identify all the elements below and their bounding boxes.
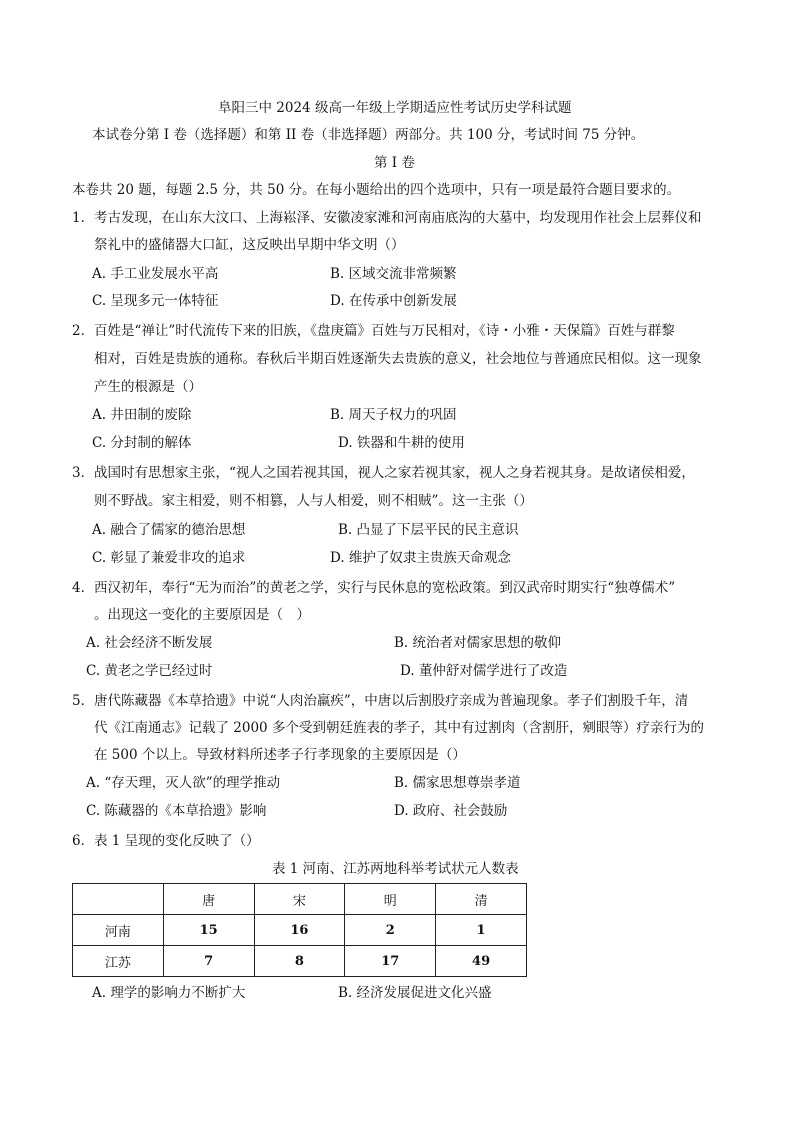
table-cell: 49	[436, 946, 527, 977]
table-cell: 7	[163, 946, 254, 977]
table-cell: 2	[345, 915, 436, 946]
question-text-line: 。出现这一变化的主要原因是（ ）	[94, 607, 310, 623]
option-b[interactable]: B. 儒家思想尊崇孝道	[394, 775, 521, 791]
section-title: 第 I 卷	[374, 155, 415, 171]
option-b[interactable]: B. 凸显了下层平民的民主意识	[338, 522, 519, 538]
question-text-line: 表 1 呈现的变化反映了（）	[94, 833, 260, 849]
table-cell: 河南	[73, 915, 164, 946]
question-text-line: 祭礼中的盛储器大口缸，这反映出早期中华文明（）	[94, 237, 405, 253]
option-c[interactable]: C. 分封制的解体	[92, 435, 192, 451]
option-a[interactable]: A. 手工业发展水平高	[92, 266, 219, 282]
option-a[interactable]: A. 融合了儒家的德治思想	[92, 522, 246, 538]
option-d[interactable]: D. 董仲舒对儒学进行了改造	[400, 663, 568, 679]
question-number: 3．	[72, 465, 95, 481]
question-number: 4．	[72, 580, 95, 596]
option-c[interactable]: C. 陈藏器的《本草拾遗》影响	[86, 803, 267, 819]
option-b[interactable]: B. 周天子权力的巩固	[330, 407, 457, 423]
question-text-line: 战国时有思想家主张，“视人之国若视其国，视人之家若视其家，视人之身若视其身。是故诸侯相爱，	[94, 465, 695, 481]
table-header-cell: 清	[436, 884, 527, 915]
option-c[interactable]: C. 呈现多元一体特征	[92, 293, 219, 309]
data-table	[72, 883, 527, 977]
question-text-line: 考古发现，在山东大汶口、上海崧泽、安徽凌家滩和河南庙底沟的大墓中，均发现用作社会上层葬仪和	[94, 210, 702, 226]
question-text-line: 相对，百姓是贵族的通称。春秋后半期百姓逐渐失去贵族的意义，社会地位与普通庶民相似。这一现象	[94, 351, 702, 367]
table-header-cell	[73, 884, 164, 915]
option-b[interactable]: B. 经济发展促进文化兴盛	[338, 985, 492, 1001]
table-caption: 表 1 河南、江苏两地科举考试状元人数表	[272, 861, 519, 877]
table-header-cell: 唐	[163, 884, 254, 915]
option-b[interactable]: B. 统治者对儒家思想的敬仰	[394, 635, 562, 651]
table-cell: 1	[436, 915, 527, 946]
option-a[interactable]: A. 井田制的废除	[92, 407, 192, 423]
option-a[interactable]: A. 理学的影响力不断扩大	[92, 985, 246, 1001]
section-instructions: 本卷共 20 题，每题 2.5 分，共 50 分。在每小题给出的四个选项中，只有一项是最符合题目要求的。	[72, 182, 681, 198]
table-cell: 17	[345, 946, 436, 977]
option-d[interactable]: D. 在传承中创新发展	[330, 293, 457, 309]
option-b[interactable]: B. 区域交流非常频繁	[330, 266, 457, 282]
exam-intro: 本试卷分第 I 卷（选择题）和第 II 卷（非选择题）两部分。共 100 分，考试时间 75 分钟。	[92, 127, 645, 143]
table-cell: 8	[254, 946, 345, 977]
question-text-line: 唐代陈藏器《本草拾遗》中说“人肉治羸疾”，中唐以后割股疗亲成为普遍现象。孝子们割股千年，清	[94, 693, 689, 709]
option-d[interactable]: D. 政府、社会鼓励	[394, 803, 508, 819]
table-cell: 江苏	[73, 946, 164, 977]
option-d[interactable]: D. 维护了奴隶主贵族天命观念	[330, 550, 511, 566]
question-text-line: 在 500 个以上。导致材料所述孝子行孝现象的主要原因是（）	[94, 747, 466, 763]
option-c[interactable]: C. 彰显了兼爱非攻的追求	[92, 550, 246, 566]
option-a[interactable]: A. “存天理，灭人欲”的理学推动	[86, 775, 281, 791]
option-a[interactable]: A. 社会经济不断发展	[86, 635, 213, 651]
table-row	[73, 946, 527, 977]
question-number: 2．	[72, 323, 95, 339]
table-row	[73, 915, 527, 946]
question-number: 5．	[72, 693, 95, 709]
table-cell: 16	[254, 915, 345, 946]
table-header-cell: 宋	[254, 884, 345, 915]
exam-title: 阜阳三中 2024 级高一年级上学期适应性考试历史学科试题	[218, 100, 572, 116]
question-text-line: 则不野战。家主相爱，则不相篡，人与人相爱，则不相贼”。这一主张（）	[94, 493, 533, 509]
question-text-line: 百姓是“禅让”时代流传下来的旧族，《盘庚篇》百姓与万民相对，《诗・小雅・天保篇》百姓与群黎	[94, 323, 675, 339]
option-c[interactable]: C. 黄老之学已经过时	[86, 663, 213, 679]
question-text-line: 代《江南通志》记载了 2000 多个受到朝廷旌表的孝子，其中有过割肉（含割肝，剜眼等）疗亲行为的	[94, 720, 704, 736]
question-number: 1．	[72, 210, 95, 226]
table-header-cell: 明	[345, 884, 436, 915]
table-header-row	[73, 884, 527, 915]
question-number: 6．	[72, 833, 95, 849]
table-cell: 15	[163, 915, 254, 946]
question-text-line: 西汉初年，奉行“无为而治”的黄老之学，实行与民休息的宽松政策。到汉武帝时期实行“独尊儒术”	[94, 580, 676, 596]
option-d[interactable]: D. 铁器和牛耕的使用	[338, 435, 465, 451]
question-text-line: 产生的根源是（）	[94, 379, 202, 395]
